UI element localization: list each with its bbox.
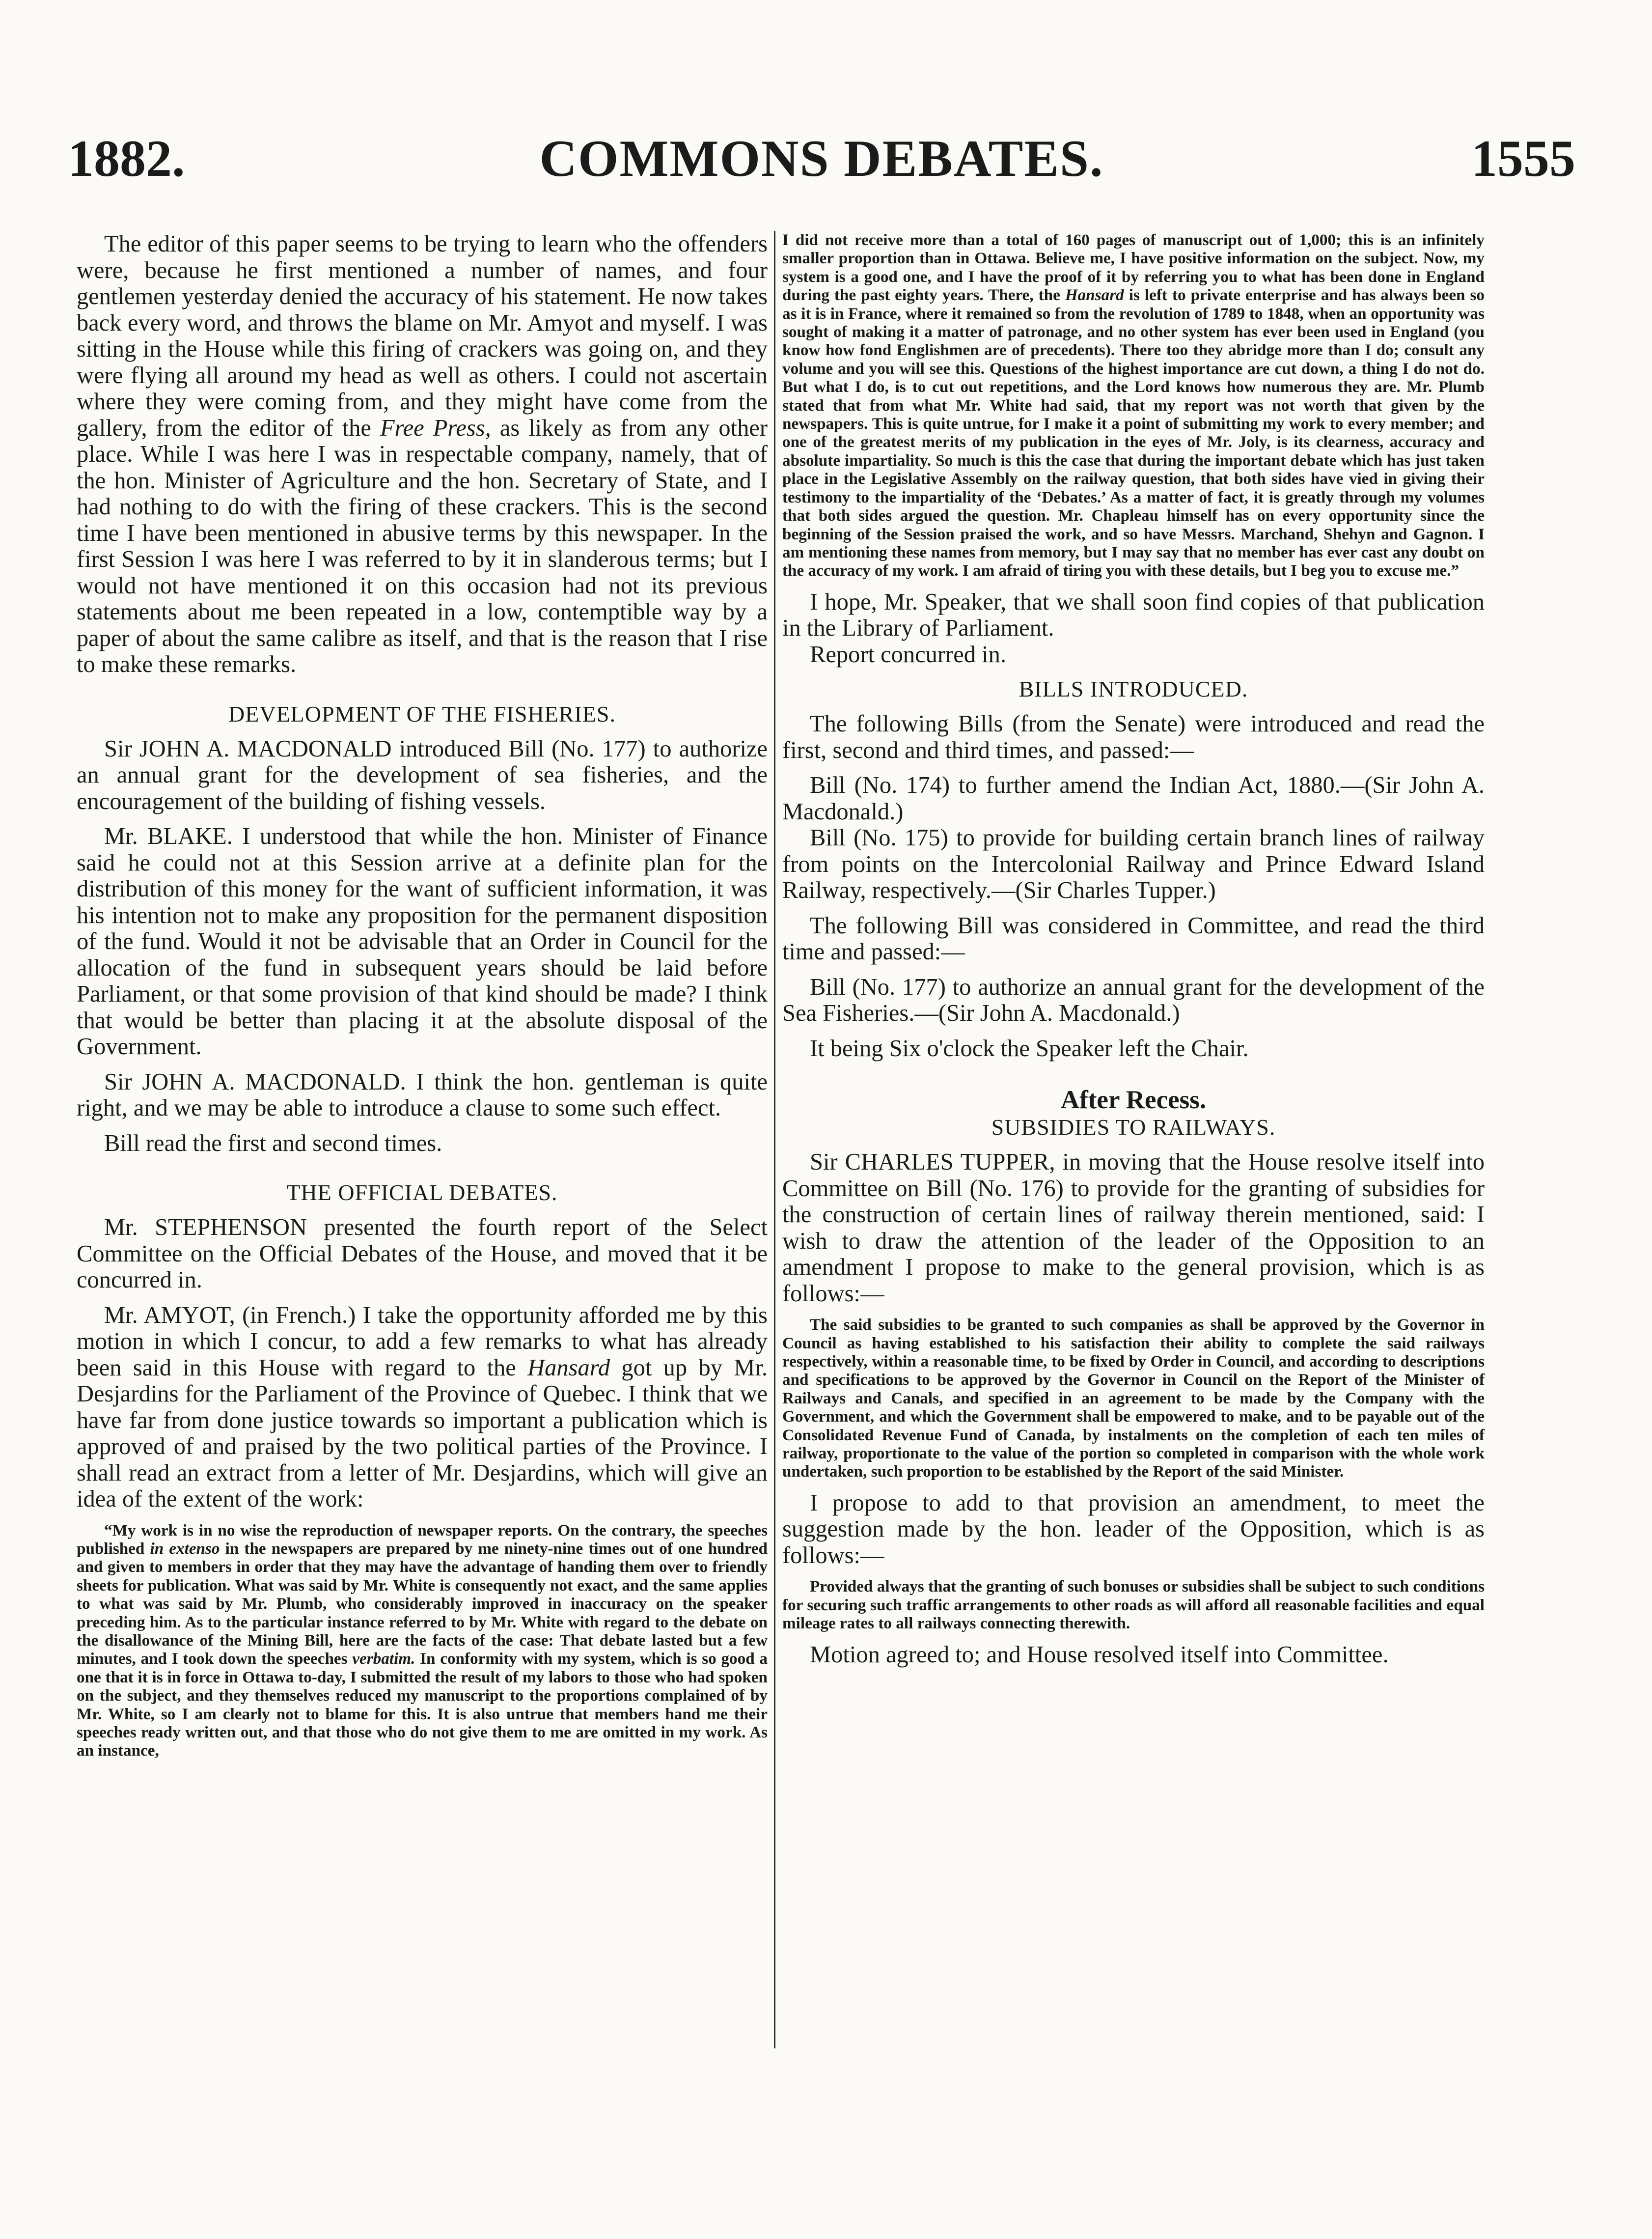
paragraph: Sir JOHN A. MACDONALD introduced Bill (No. 177) to authorize an annual grant for the development of sea fisheries, and the encouragement of the building of fishing vessels.: [77, 735, 768, 814]
column-divider: [774, 231, 775, 2048]
quoted-amendment: Provided always that the granting of such bonuses or subsidies shall be subject to such conditions for securing such traffic arrangements to other roads as will afford all reasonable facilities and equal mileage rates to all railways connecting therewith.: [782, 1577, 1485, 1633]
paragraph: Sir CHARLES TUPPER, in moving that the House resolve itself into Committee on Bill (No. 176) to provide for the granting of subsidies for the construction of certain lines of railway therein mentioned, said: I wish to draw the attention of the leader of the Opposition to an amendment I propose to make to the general provision, which is as follows:—: [782, 1149, 1485, 1307]
paragraph: Mr. STEPHENSON presented the fourth report of the Select Committee on the Official Debates of the House, and moved that it be concurred in.: [77, 1214, 768, 1293]
paragraph: The following Bills (from the Senate) were introduced and read the first, second and third times, and passed:—: [782, 711, 1485, 763]
paragraph: Sir JOHN A. MACDONALD. I think the hon. gentleman is quite right, and we may be able to introduce a clause to some such effect.: [77, 1068, 768, 1121]
header-year: 1882.: [68, 130, 185, 187]
quoted-letter-continued: I did not receive more than a total of 160 pages of manuscript out of 1,000; this is an infinitely smaller proportion than in Ottawa. Believe me, I have positive information on the subject. Now, my system is a good one, and I have the proof of it by referring you to what has been done in England during the past eighty years. There, the Hansard is left to private enterprise and has always been so as it is in France, where it remained so from the revolution of 1789 to 1848, when an opportunity was sought of making it a matter of patronage, and no other system has ever been used in England (you know how fond Englishmen are of precedents). There too they abridge more than I do; consult any volume and you will see this. Questions of the highest importance are cut down, a thing I do not do. But what I do, is to cut out repetitions, and the Lord knows how numerous they are. Mr. Plumb stated that from what Mr. White had said, that my report was not worth that given by the newspapers. This is quite untrue, for I make it a point of submitting my work to every member; and one of the greatest merits of my publication in the eyes of Mr. Joly, is its clearness, accuracy and absolute impartiality. So much is this the case that during the important debate which has just taken place in the Legislative Assembly on the railway question, that both sides have vied in giving their testimony to the impartiality of the ‘Debates.’ As a matter of fact, it is greatly through my volumes that both sides argued the question. Mr. Chapleau himself has on every opportunity since the beginning of the Session praised the work, and so have Messrs. Marchand, Shehyn and Gagnon. I am mentioning these names from memory, but I may say that no member has ever cast any doubt on the accuracy of my work. I am afraid of tiring you with these details, but I beg you to excuse me.”: [782, 231, 1485, 580]
paragraph: Bill read the first and second times.: [104, 1130, 442, 1156]
left-column: [77, 231, 768, 1760]
paragraph: The editor of this paper seems to be trying to learn who the offenders were, because he first mentioned a number of names, and four gentlemen yesterday denied the accuracy of his statement. He now takes back every word, and throws the blame on Mr. Amyot and myself. I was sitting in the House while this firing of crackers was going on, and they were flying all around my head as well as others. I could not ascertain where they were coming from, and they might have come from the gallery, from the editor of the Free Press, as likely as from any other place. While I was here I was in respectable company, namely, that of the hon. Minister of Agriculture and the hon. Secretary of State, and I had nothing to do with the firing of these crackers. This is the second time I have been mentioned in abusive terms by this newspaper. In the first Session I was here I was referred to by it in slanderous terms; but I would not have mentioned it on this occasion had not its previous statements about me been repeated in a low, contemptible way by a paper of about the same calibre as itself, and that is the reason that I rise to make these remarks.: [77, 231, 768, 677]
section-heading-fisheries: DEVELOPMENT OF THE FISHERIES.: [228, 701, 616, 727]
section-heading-official-debates: THE OFFICIAL DEBATES.: [286, 1180, 558, 1205]
paragraph: It being Six o'clock the Speaker left the Chair.: [810, 1035, 1249, 1062]
paragraph: I hope, Mr. Speaker, that we shall soon find copies of that publication in the Library of Parliament.: [782, 588, 1485, 642]
paragraph: Report concurred in.: [810, 641, 1006, 668]
paragraph: Mr. BLAKE. I understood that while the hon. Minister of Finance said he could not at this Session arrive at a definite plan for the distribution of this money for the want of sufficient information, it was his intention not to make any proposition for the permanent disposition of the fund. Would it not be advisable that an Order in Council for the allocation of the fund in subsequent years should be laid before Parliament, or that some provision of that kind should be made? I think that would be better than placing it at the absolute disposal of the Government.: [77, 823, 768, 1060]
quoted-provision: The said subsidies to be granted to such companies as shall be approved by the Governor in Council as having established to his satisfaction their ability to complete the said railways respectively, within a reasonable time, to be fixed by Order in Council, and according to descriptions and specifications to be approved by the Governor in Council on the Report of the Minister of Railways and Canals, and specified in an agreement to be made by the Company with the Government, and which the Government shall be empowered to make, and to be payable out of the Consolidated Revenue Fund of Canada, by instalments on the completion of each ten miles of railway, proportionate to the value of the portion so completed in comparison with the whole work undertaken, such proportion to be established by the Report of the said Minister.: [782, 1315, 1485, 1481]
page-header: [68, 129, 1575, 202]
paragraph: Bill (No. 175) to provide for building certain branch lines of railway from points on the Intercolonial Railway and Prince Edward Island Railway, respectively.—(Sir Charles Tupper.): [782, 825, 1485, 904]
paragraph: The following Bill was considered in Committee, and read the third time and passed:—: [782, 912, 1485, 965]
section-heading-subsidies: SUBSIDIES TO RAILWAYS.: [991, 1115, 1276, 1140]
paragraph: Mr. AMYOT, (in French.) I take the opportunity afforded me by this motion in which I concur, to add a few remarks to what has already been said in this House with regard to the Hansard got up by Mr. Desjardins for the Parliament of the Province of Quebec. I think that we have far from done justice towards so important a publication which is approved of and praised by the two political parties of the Province. I shall read an extract from a letter of Mr. Desjardins, which will give an idea of the extent of the work:: [77, 1302, 768, 1512]
right-column: [782, 231, 1485, 1668]
paragraph: Bill (No. 174) to further amend the Indian Act, 1880.—(Sir John A. Macdonald.): [782, 772, 1485, 825]
paragraph: Bill (No. 177) to authorize an annual grant for the development of the Sea Fisheries.—(Sir John A. Macdonald.): [782, 974, 1485, 1027]
section-heading-bills-introduced: BILLS INTRODUCED.: [1019, 676, 1248, 702]
quoted-letter: “My work is in no wise the reproduction of newspaper reports. On the contrary, the speeches published in extenso in the newspapers are prepared by me ninety-nine times out of one hundred and given to members in order that they may have the advantage of handing them over to friendly sheets for publication. What was said by Mr. White is consequently not exact, and the same applies to what was said by Mr. Plumb, who considerably improved in inaccuracy on the speaker preceding him. As to the particular instance referred to by Mr. White with regard to the debate on the disallowance of the Mining Bill, here are the facts of the case: That debate lasted but a few minutes, and I took down the speeches verbatim. In conformity with my system, which is so good a one that it is in force in Ottawa to-day, I submitted the result of my labors to those who had spoken on the subject, and they themselves reduced my manuscript to the proportions complained of by Mr. White, so I am clearly not to blame for this. It is also untrue that members hand me their speeches ready written out, and that those who do not give them to me are omitted in my work. As an instance,: [77, 1521, 768, 1760]
paragraph: I propose to add to that provision an amendment, to meet the suggestion made by the hon. leader of the Opposition, which is as follows:—: [782, 1489, 1485, 1568]
paragraph: Motion agreed to; and House resolved itself into Committee.: [810, 1641, 1389, 1668]
section-heading-after-recess: After Recess.: [1060, 1086, 1207, 1115]
header-page-number: 1555: [1471, 130, 1575, 187]
header-title: COMMONS DEBATES.: [539, 130, 1104, 187]
